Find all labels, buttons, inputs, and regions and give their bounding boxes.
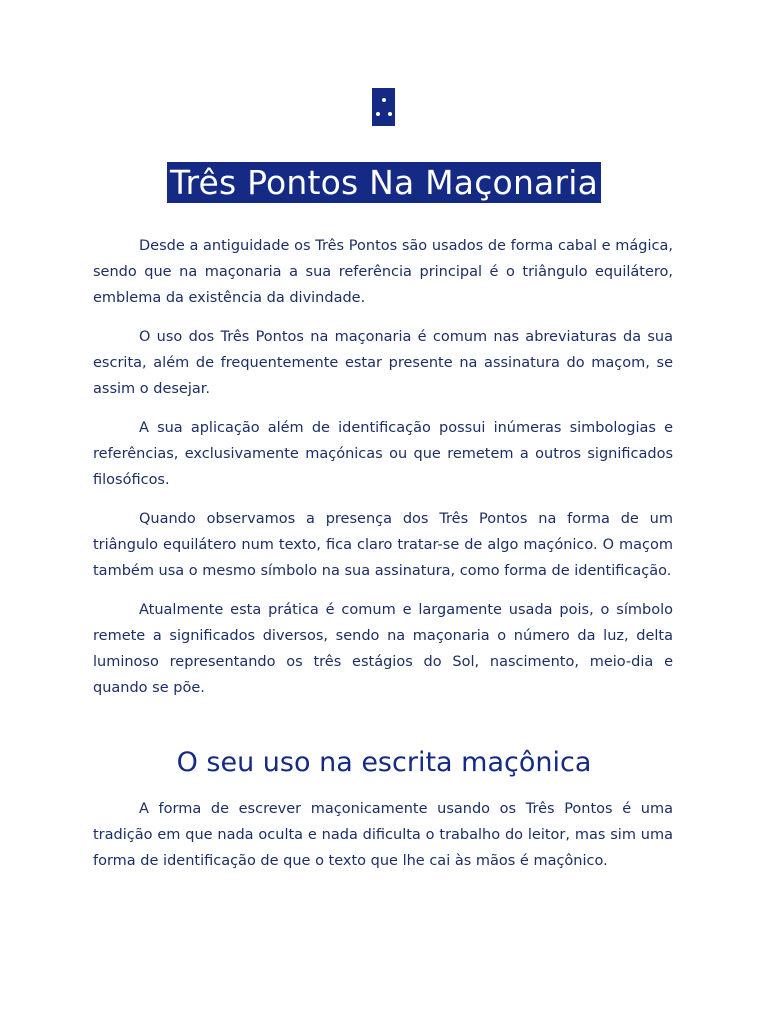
section-heading: O seu uso na escrita maçônica bbox=[176, 747, 592, 778]
title-container bbox=[0, 162, 768, 203]
three-dots-symbol-icon bbox=[372, 88, 395, 126]
intro-section bbox=[93, 233, 673, 714]
paragraph-5: Atualmente esta prática é comum e largamente usada pois, o símbolo remete a significados diversos, sendo na maçonaria o número da luz, delta luminoso representando os três estágios do Sol, nascimento, meio-dia e quando se põe. bbox=[93, 602, 673, 696]
symbol-dot-top bbox=[382, 98, 386, 102]
paragraph-6: A forma de escrever maçonicamente usando os Três Pontos é uma tradição em que nada oculta e nada dificulta o trabalho do leitor, mas sim uma forma de identificação de que o texto que lhe cai às mãos é maçônico. bbox=[93, 801, 673, 869]
symbol-dot-left bbox=[376, 112, 380, 116]
symbol-dot-right bbox=[388, 112, 392, 116]
paragraph-3: A sua aplicação além de identificação possui inúmeras simbologias e referências, exclusivamente maçónicas ou que remetem a outros significados filosóficos. bbox=[93, 420, 673, 488]
page-title: Três Pontos Na Maçonaria bbox=[167, 162, 601, 203]
paragraph-2: O uso dos Três Pontos na maçonaria é comum nas abreviaturas da sua escrita, além de frequentemente estar presente na assinatura do maçom, se assim o desejar. bbox=[93, 329, 673, 397]
paragraph-4: Quando observamos a presença dos Três Pontos na forma de um triângulo equilátero num texto, fica claro tratar-se de algo maçónico. O maçom também usa o mesmo símbolo na sua assinatura, como forma de identificação. bbox=[93, 511, 673, 579]
paragraph-1: Desde a antiguidade os Três Pontos são usados de forma cabal e mágica, sendo que na maçonaria a sua referência principal é o triângulo equilátero, emblema da existência da divindade. bbox=[93, 238, 673, 306]
writing-section bbox=[93, 796, 673, 887]
subtitle-container bbox=[0, 743, 768, 783]
